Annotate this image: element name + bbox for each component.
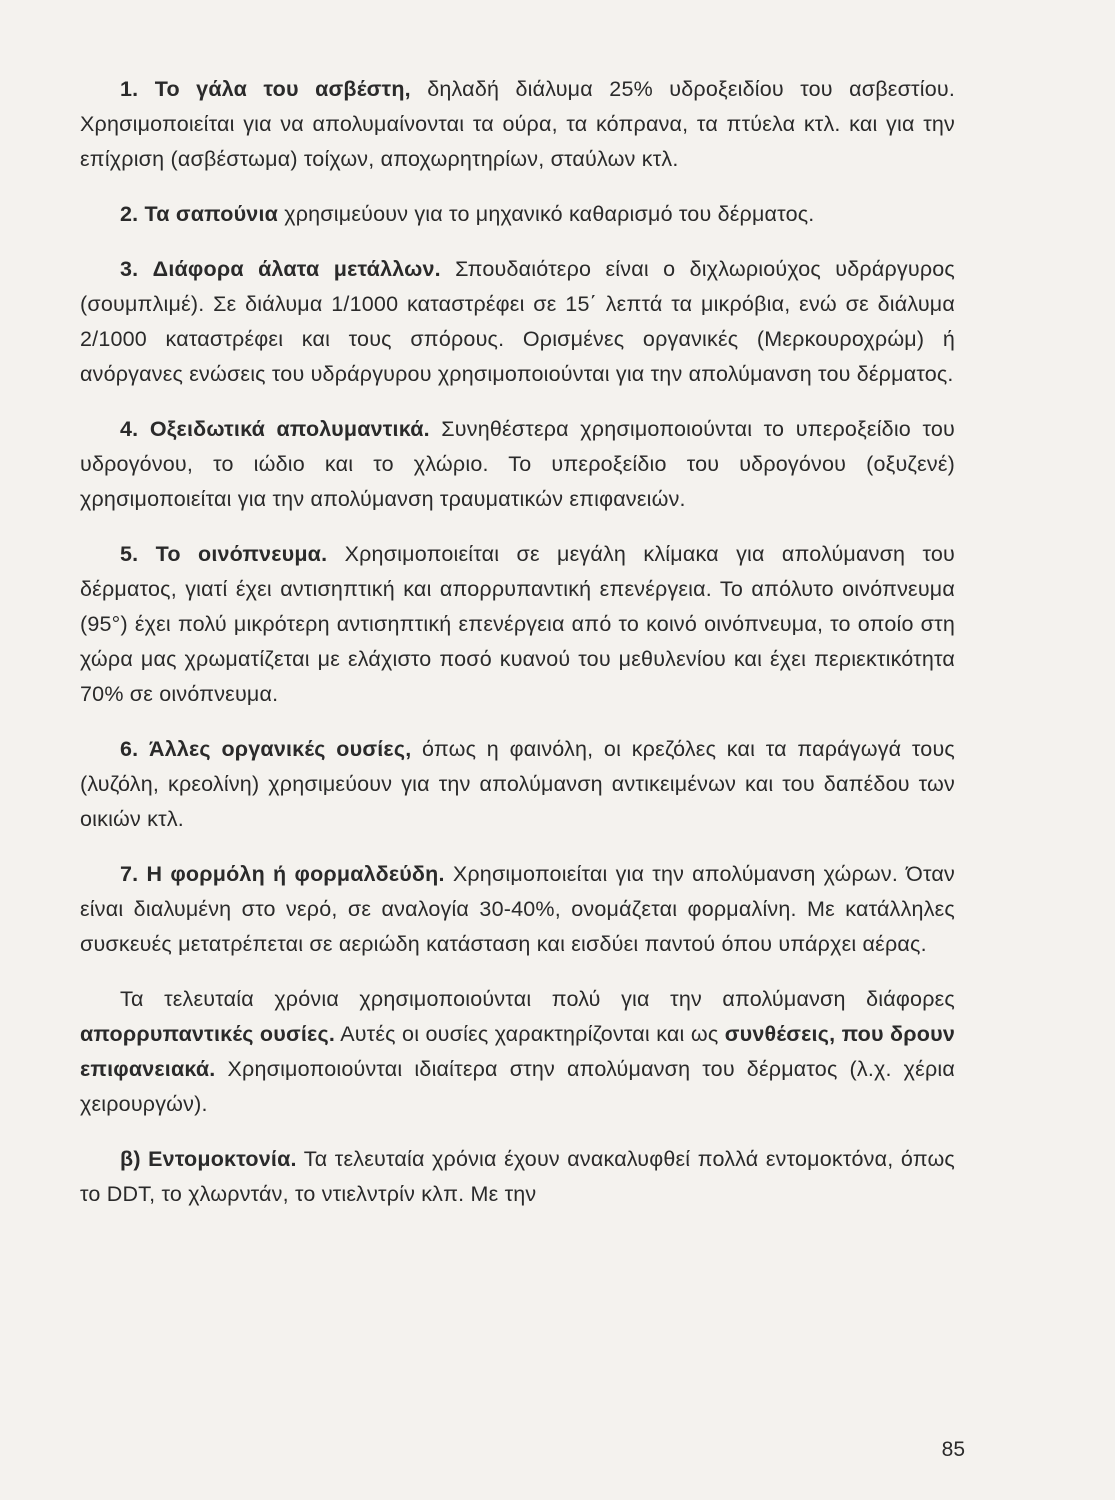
page-number: 85 [941,1438,965,1461]
insecticides-paragraph [80,1142,955,1212]
paragraph-7-text: Χρησιμοποιείται για την απολύμανση χώρων. Όταν είναι διαλυμένη στο νερό, σε αναλογία 30-40%, ονομάζεται φορμαλίνη. Με κατάλληλες συσκευές μετατρέπεται σε αεριώδη κατάσταση και εισδύει παντού όπου υπάρχει αέρας. [80,862,955,956]
closing-text-1: Τα τελευταία χρόνια χρησιμοποιούνται πολύ για την απολύμανση διάφορες [120,987,955,1011]
paragraph-2-number: 2. [120,202,139,226]
paragraph-6 [80,732,955,837]
paragraph-7 [80,857,955,962]
paragraph-6-text: όπως η φαινόλη, οι κρεζόλες και τα παράγωγά τους (λυζόλη, κρεολίνη) χρησιμεύουν για την απολύμανση αντικειμένων και του δαπέδου των οικιών κτλ. [80,737,955,831]
insecticides-text: Τα τελευταία χρόνια έχουν ανακαλυφθεί πολλά εντομοκτόνα, όπως το DDT, το χλωρντάν, το ντιελντρίν κλπ. Με την [80,1147,955,1206]
paragraph-2 [80,197,955,232]
paragraph-5 [80,537,955,712]
paragraph-6-lead: Άλλες οργανικές ουσίες, [148,737,412,761]
paragraph-1-number: 1. [120,77,139,101]
paragraph-5-lead: Το οινόπνευμα. [155,542,328,566]
paragraph-7-number: 7. [120,862,139,886]
paragraph-3-lead: Διάφορα άλατα μετάλλων. [152,257,441,281]
paragraph-1-text: δηλαδή διάλυμα 25% υδροξειδίου του ασβεστίου. Χρησιμοποιείται για να απολυμαίνονται τα ούρα, τα κόπρανα, τα πτύελα κτλ. και για την επίχριση (ασβέστωμα) τοίχων, αποχωρητηρίων, σταύλων κτλ. [80,77,955,171]
insecticides-lead: β) Εντομοκτονία. [120,1147,297,1171]
closing-bold-1: απορρυπαντικές ουσίες. [80,1022,336,1046]
paragraph-2-text: χρησιμεύουν για το μηχανικό καθαρισμό του δέρματος. [284,202,815,226]
paragraph-4 [80,412,955,517]
paragraph-4-lead: Οξειδωτικά απολυμαντικά. [149,417,430,441]
closing-paragraph [80,982,955,1122]
closing-text-2: Αυτές οι ουσίες χαρακτηρίζονται και ως [340,1022,719,1046]
paragraph-3-text: Σπουδαιότερο είναι ο διχλωριούχος υδράργυρος (σουμπλιμέ). Σε διάλυμα 1/1000 καταστρέφει σε 15΄ λεπτά τα μικρόβια, ενώ σε διάλυμα 2/1000 καταστρέφει και τους σπόρους. Ορισμένες οργανικές (Μερκουροχρώμ) ή ανόργανες ενώσεις του υδράργυρου χρησιμοποιούνται για την απολύμανση του δέρματος. [80,257,955,386]
paragraph-1 [80,72,955,177]
closing-text-3: Χρησιμοποιούνται ιδιαίτερα στην απολύμανση του δέρματος (λ.χ. χέρια χειρουργών). [80,1057,955,1116]
paragraph-5-number: 5. [120,542,139,566]
paragraph-5-text: Χρησιμοποιείται σε μεγάλη κλίμακα για απολύμανση του δέρματος, γιατί έχει αντισηπτική και απορρυπαντική επενέργεια. Το απόλυτο οινόπνευμα (95°) έχει πολύ μικρότερη αντισηπτική επενέργεια από το κοινό οινόπνευμα, το οποίο στη χώρα μας χρωματίζεται με ελάχιστο ποσό κυανού του μεθυλενίου και έχει περιεκτικότητα 70% σε οινόπνευμα. [80,542,955,706]
paragraph-2-lead: Τα σαπούνια [144,202,279,226]
paragraph-1-lead: Το γάλα του ασβέστη, [154,77,411,101]
paragraph-3-number: 3. [120,257,139,281]
closing-bold-2: συνθέσεις, που δρουν επιφανειακά. [80,1022,955,1081]
paragraph-4-number: 4. [120,417,139,441]
paragraph-4-text: Συνηθέστερα χρησιμοποιούνται το υπεροξείδιο του υδρογόνου, το ιώδιο και το χλώριο. Το υπεροξείδιο του υδρογόνου (οξυζενέ) χρησιμοποιείται για την απολύμανση τραυματικών επιφανειών. [80,417,955,511]
paragraph-3 [80,252,955,392]
paragraph-6-number: 6. [120,737,139,761]
paragraph-7-lead: Η φορμόλη ή φορμαλδεύδη. [146,862,445,886]
